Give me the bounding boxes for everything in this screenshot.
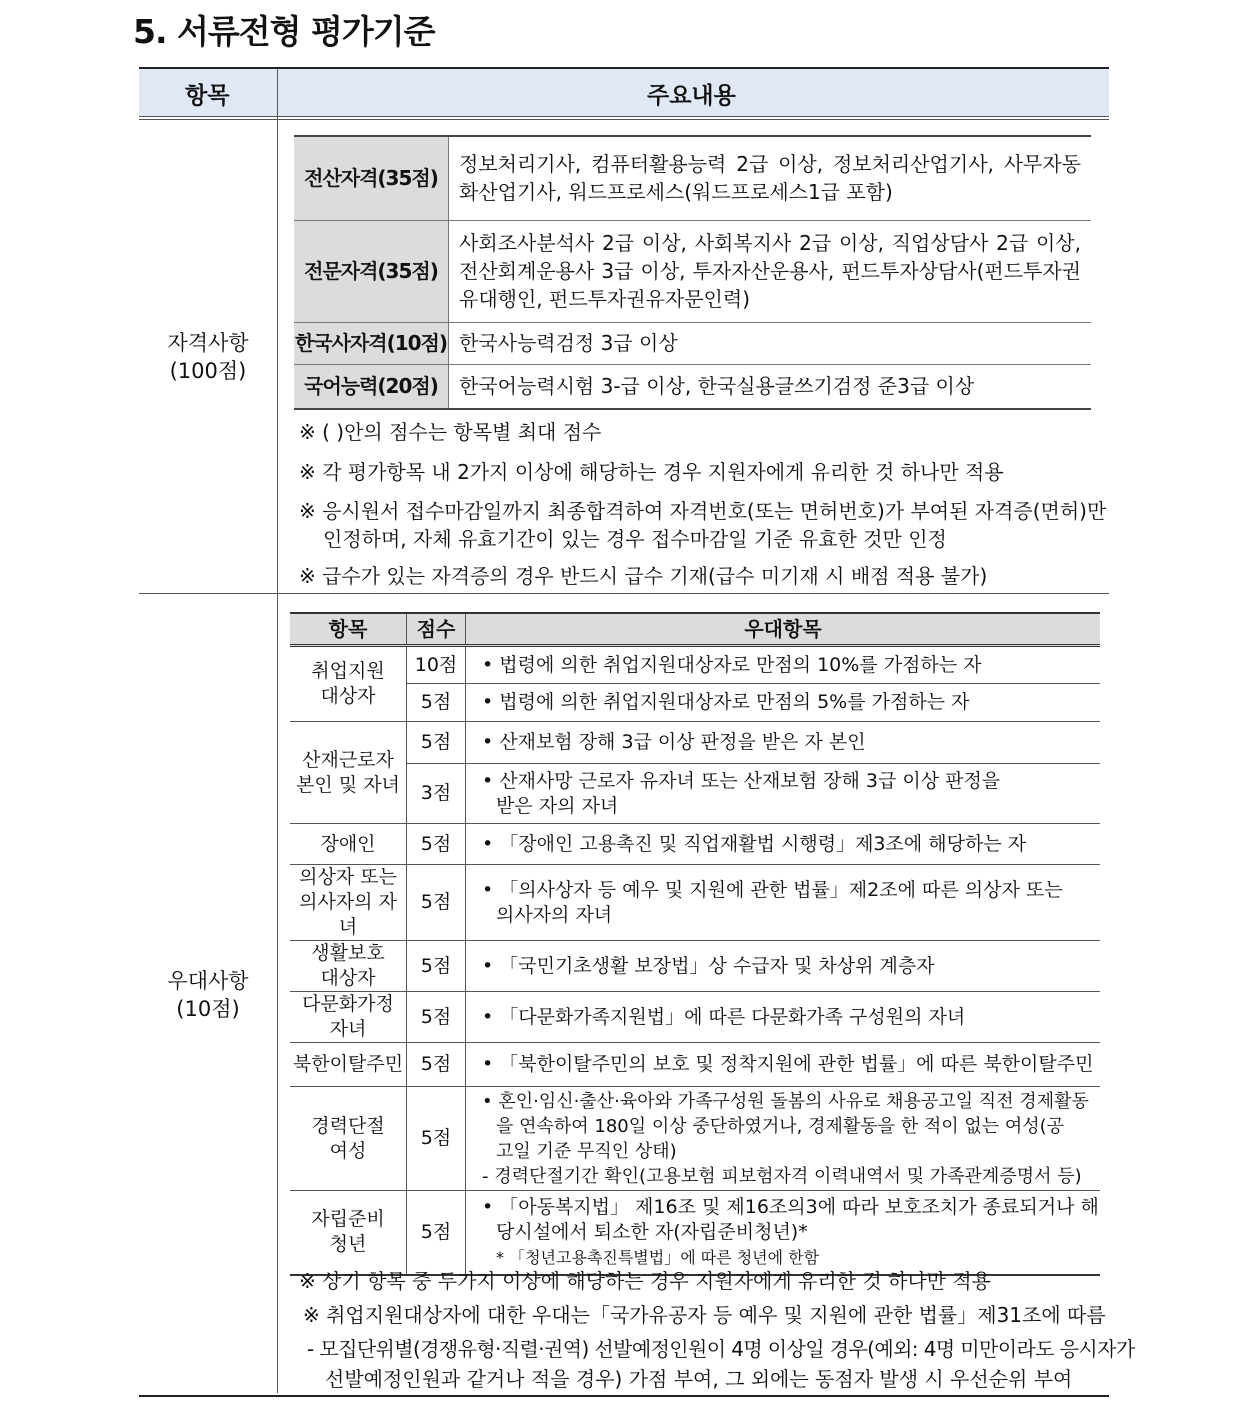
score-cell: 5점 — [407, 992, 466, 1043]
col-item: 항목 — [290, 613, 407, 646]
table-row — [290, 1043, 1100, 1087]
qualification-note: ※ 응시원서 접수마감일까지 최종합격하여 자격번호(또는 면허번호)가 부여된 자격증(면허)만 — [299, 499, 1107, 523]
qualification-label — [139, 329, 277, 385]
table-row — [290, 1087, 1100, 1191]
content-cell: • 「장애인 고용촉진 및 직업재활법 시행령」제3조에 해당하는 자 — [466, 824, 1101, 865]
category-cell: 전산자격(35점) — [294, 136, 449, 220]
item-cell: 생활보호 대상자 — [290, 941, 407, 992]
table-row — [290, 865, 1100, 941]
score-cell: 5점 — [407, 865, 466, 941]
score-cell: 10점 — [407, 646, 466, 684]
table-row — [290, 684, 1100, 722]
col-score: 점수 — [407, 613, 466, 646]
content-cell: • 「다문화가족지원법」에 따른 다문화가족 구성원의 자녀 — [466, 992, 1101, 1043]
preference-note: ※ 취업지원대상자에 대한 우대는「국가유공자 등 예우 및 지원에 관한 법률」제31조에 따름 — [303, 1303, 1106, 1327]
item-cell: 경력단절 여성 — [290, 1087, 407, 1191]
table-row — [290, 941, 1100, 992]
description-cell: 사회조사분석사 2급 이상, 사회복지사 2급 이상, 직업상담사 2급 이상, 전산회계운용사 3급 이상, 투자자산운용사, 펀드투자상담사(펀드투자권유대행인, 펀드투자권유자문인력) — [449, 220, 1092, 322]
category-cell: 한국사자격(10점) — [294, 322, 449, 364]
table-row — [290, 824, 1100, 865]
preference-note: - 모집단위별(경쟁유형·직렬·권역) 선발예정인원이 4명 이상일 경우(예외: 4명 미만이라도 응시자가 — [307, 1337, 1135, 1361]
content-cell: • 법령에 의한 취업지원대상자로 만점의 10%를 가점하는 자 — [466, 646, 1101, 684]
category-cell: 전문자격(35점) — [294, 220, 449, 322]
item-cell: 북한이탈주민 — [290, 1043, 407, 1087]
header-item: 항목 — [185, 83, 230, 109]
qualification-row — [294, 364, 1091, 409]
description-cell: 정보처리기사, 컴퓨터활용능력 2급 이상, 정보처리산업기사, 사무자동화산업기사, 워드프로세스(워드프로세스1급 포함) — [449, 136, 1092, 220]
qualification-note: ※ 각 평가항목 내 2가지 이상에 해당하는 경우 지원자에게 유리한 것 하나만 적용 — [299, 460, 1004, 484]
table-row — [290, 764, 1100, 824]
preference-table — [290, 612, 1100, 1276]
table-row — [290, 1191, 1100, 1275]
score-cell: 5점 — [407, 941, 466, 992]
qualification-note: ※ 급수가 있는 자격증의 경우 반드시 급수 기재(급수 미기재 시 배점 적용 불가) — [299, 564, 988, 588]
header-content: 주요내용 — [647, 83, 736, 109]
category-cell: 국어능력(20점) — [294, 364, 449, 409]
preference-header-row — [290, 613, 1100, 646]
page-title: 5. 서류전형 평가기준 — [133, 12, 435, 51]
evaluation-table — [139, 67, 1135, 1397]
preference-label-score: (10점) — [176, 997, 240, 1021]
qualification-row — [294, 136, 1091, 220]
qualification-table — [294, 135, 1091, 410]
table-row — [290, 646, 1100, 684]
score-cell: 5점 — [407, 1043, 466, 1087]
description-cell: 한국사능력검정 3급 이상 — [449, 322, 1092, 364]
table-header — [139, 69, 1109, 117]
item-cell: 자립준비 청년 — [290, 1191, 407, 1275]
score-cell: 5점 — [407, 1087, 466, 1191]
item-cell: 다문화가정 자녀 — [290, 992, 407, 1043]
item-cell: 의상자 또는 의사자의 자녀 — [290, 865, 407, 941]
content-cell: • 「북한이탈주민의 보호 및 정착지원에 관한 법률」에 따른 북한이탈주민 — [466, 1043, 1101, 1087]
col-content: 우대항목 — [466, 613, 1101, 646]
qualification-label-name: 자격사항 — [167, 331, 249, 355]
qualification-row — [294, 220, 1091, 322]
qualification-note: ※ ( )안의 점수는 항목별 최대 점수 — [299, 420, 602, 444]
table-row — [290, 992, 1100, 1043]
content-cell: • 법령에 의한 취업지원대상자로 만점의 5%를 가점하는 자 — [466, 684, 1101, 722]
content-cell: • 「국민기초생활 보장법」상 수급자 및 차상위 계층자 — [466, 941, 1101, 992]
qualification-row — [294, 322, 1091, 364]
item-cell: 취업지원 대상자 — [290, 646, 407, 722]
description-cell: 한국어능력시험 3-급 이상, 한국실용글쓰기검정 준3급 이상 — [449, 364, 1092, 409]
content-cell: • 혼인·임신·출산·육아와 가족구성원 돌봄의 사유로 채용공고일 직전 경제활동 을 연속하여 180일 이상 중단하였거나, 경제활동을 한 적이 없는 여성(공 고일 기준 무직인 상태) - 경력단절기간 확인(고용보험 피보험자격 이력내역서 및 가족관계증명서 등) — [466, 1087, 1101, 1191]
score-cell: 5점 — [407, 1191, 466, 1275]
item-cell: 산재근로자 본인 및 자녀 — [290, 722, 407, 824]
preference-label-name: 우대사항 — [167, 969, 249, 993]
score-cell: 5점 — [407, 824, 466, 865]
score-cell: 3점 — [407, 764, 466, 824]
content-cell: • 「아동복지법」 제16조 및 제16조의3에 따라 보호조치가 종료되거나 해 당시설에서 퇴소한 자(자립준비청년)* * 「청년고용촉진특별법」에 따른 청년에 한함 — [466, 1191, 1101, 1275]
qualification-note: 인정하며, 자체 유효기간이 있는 경우 접수마감일 기준 유효한 것만 인정 — [323, 527, 947, 551]
item-cell: 장애인 — [290, 824, 407, 865]
score-cell: 5점 — [407, 684, 466, 722]
preference-label — [139, 967, 277, 1023]
preference-note: ※ 상기 항목 중 두가지 이상에 해당하는 경우 지원자에게 유리한 것 하나만 적용 — [299, 1269, 991, 1293]
table-row — [290, 722, 1100, 764]
content-cell: • 산재보험 장해 3급 이상 판정을 받은 자 본인 — [466, 722, 1101, 764]
content-cell: • 「의사상자 등 예우 및 지원에 관한 법률」제2조에 따른 의상자 또는 의사자의 자녀 — [466, 865, 1101, 941]
preference-note: 선발예정인원과 같거나 적을 경우) 가점 부여, 그 외에는 동점자 발생 시 우선순위 부여 — [325, 1367, 1073, 1391]
content-cell: • 산재사망 근로자 유자녀 또는 산재보험 장해 3급 이상 판정을 받은 자의 자녀 — [466, 764, 1101, 824]
qualification-label-score: (100점) — [169, 359, 247, 383]
score-cell: 5점 — [407, 722, 466, 764]
